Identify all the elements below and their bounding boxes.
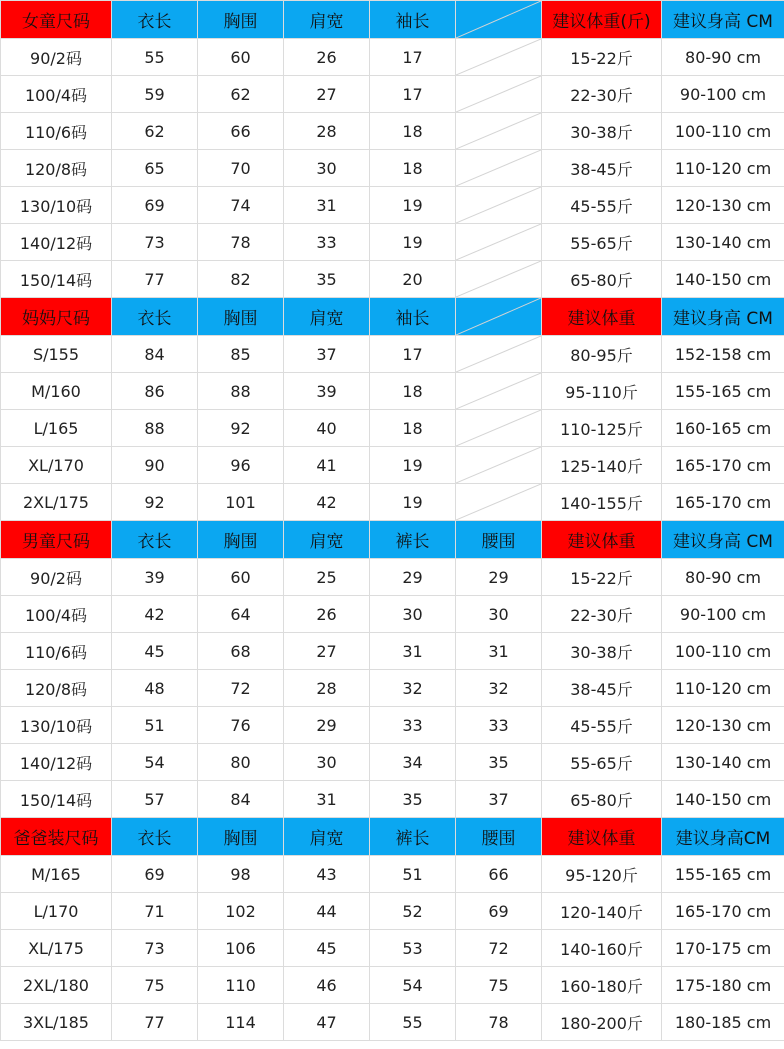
table-cell: 140-155斤 [542, 484, 662, 521]
size-label-cell: 110/6码 [1, 633, 112, 670]
diagonal-slash-icon [456, 373, 541, 409]
table-cell: 43 [284, 856, 370, 893]
table-row [1, 261, 784, 298]
empty-cell [456, 150, 542, 187]
table-row [1, 596, 784, 633]
table-cell: 31 [456, 633, 542, 670]
table-cell: 75 [112, 967, 198, 1004]
table-row [1, 39, 784, 76]
column-header: 衣长 [112, 818, 198, 856]
table-cell: 75 [456, 967, 542, 1004]
table-cell: 27 [284, 76, 370, 113]
empty-cell [456, 410, 542, 447]
table-cell: 170-175 cm [662, 930, 784, 967]
header-empty-cell [456, 298, 542, 336]
table-cell: 57 [112, 781, 198, 818]
table-cell: 33 [284, 224, 370, 261]
section-header-row [1, 298, 784, 336]
size-label-cell: 90/2码 [1, 39, 112, 76]
diagonal-slash-icon [456, 1, 541, 38]
table-cell: 62 [112, 113, 198, 150]
table-cell: 130-140 cm [662, 744, 784, 781]
table-cell: 18 [370, 113, 456, 150]
column-header: 衣长 [112, 298, 198, 336]
section-title: 爸爸装尺码 [1, 818, 112, 856]
table-cell: 165-170 cm [662, 484, 784, 521]
table-cell: 101 [198, 484, 284, 521]
size-label-cell: 90/2码 [1, 559, 112, 596]
table-cell: 25 [284, 559, 370, 596]
size-label-cell: L/170 [1, 893, 112, 930]
empty-cell [456, 113, 542, 150]
table-cell: 30-38斤 [542, 113, 662, 150]
column-header: 肩宽 [284, 521, 370, 559]
table-cell: 90-100 cm [662, 76, 784, 113]
diagonal-slash-icon [456, 298, 541, 335]
table-cell: 88 [198, 373, 284, 410]
table-row [1, 150, 784, 187]
table-cell: 35 [370, 781, 456, 818]
table-cell: 92 [112, 484, 198, 521]
table-row [1, 447, 784, 484]
column-header: 胸围 [198, 298, 284, 336]
column-header: 建议身高 CM [662, 521, 784, 559]
table-cell: 55-65斤 [542, 744, 662, 781]
diagonal-slash-icon [456, 113, 541, 149]
table-cell: 47 [284, 1004, 370, 1041]
table-row [1, 76, 784, 113]
table-cell: 55 [112, 39, 198, 76]
table-cell: 29 [284, 707, 370, 744]
table-cell: 51 [112, 707, 198, 744]
table-cell: 70 [198, 150, 284, 187]
table-cell: 74 [198, 187, 284, 224]
table-cell: 66 [456, 856, 542, 893]
section-header-row [1, 818, 784, 856]
table-cell: 71 [112, 893, 198, 930]
table-cell: 19 [370, 447, 456, 484]
table-cell: 84 [112, 336, 198, 373]
table-cell: 59 [112, 76, 198, 113]
column-header: 胸围 [198, 818, 284, 856]
column-header: 衣长 [112, 1, 198, 39]
empty-cell [456, 447, 542, 484]
table-cell: 15-22斤 [542, 39, 662, 76]
table-cell: 140-150 cm [662, 781, 784, 818]
empty-cell [456, 373, 542, 410]
table-cell: 90 [112, 447, 198, 484]
table-cell: 80-90 cm [662, 39, 784, 76]
size-label-cell: 3XL/185 [1, 1004, 112, 1041]
table-cell: 30 [370, 596, 456, 633]
table-cell: 110 [198, 967, 284, 1004]
table-row [1, 224, 784, 261]
table-cell: 69 [112, 856, 198, 893]
size-label-cell: 150/14码 [1, 261, 112, 298]
table-cell: 66 [198, 113, 284, 150]
table-cell: 140-160斤 [542, 930, 662, 967]
table-row [1, 633, 784, 670]
table-cell: 73 [112, 224, 198, 261]
table-cell: 82 [198, 261, 284, 298]
table-cell: 120-130 cm [662, 707, 784, 744]
table-cell: 37 [456, 781, 542, 818]
table-cell: 18 [370, 373, 456, 410]
table-cell: 33 [456, 707, 542, 744]
section-header-row [1, 521, 784, 559]
size-label-cell: 130/10码 [1, 187, 112, 224]
table-cell: 155-165 cm [662, 856, 784, 893]
table-cell: 17 [370, 336, 456, 373]
empty-cell [456, 484, 542, 521]
column-header: 腰围 [456, 521, 542, 559]
table-cell: 28 [284, 113, 370, 150]
size-label-cell: 130/10码 [1, 707, 112, 744]
table-cell: 31 [370, 633, 456, 670]
table-row [1, 930, 784, 967]
table-cell: 39 [112, 559, 198, 596]
table-cell: 78 [198, 224, 284, 261]
table-cell: 140-150 cm [662, 261, 784, 298]
table-cell: 84 [198, 781, 284, 818]
size-label-cell: L/165 [1, 410, 112, 447]
table-cell: 33 [370, 707, 456, 744]
table-cell: 27 [284, 633, 370, 670]
table-cell: 19 [370, 187, 456, 224]
table-cell: 35 [284, 261, 370, 298]
table-cell: 160-180斤 [542, 967, 662, 1004]
table-cell: 22-30斤 [542, 76, 662, 113]
empty-cell [456, 224, 542, 261]
table-cell: 88 [112, 410, 198, 447]
table-cell: 31 [284, 781, 370, 818]
table-cell: 46 [284, 967, 370, 1004]
diagonal-slash-icon [456, 261, 541, 297]
diagonal-slash-icon [456, 336, 541, 372]
table-cell: 53 [370, 930, 456, 967]
table-cell: 45-55斤 [542, 187, 662, 224]
table-cell: 15-22斤 [542, 559, 662, 596]
column-header: 衣长 [112, 521, 198, 559]
table-cell: 110-120 cm [662, 670, 784, 707]
column-header: 肩宽 [284, 818, 370, 856]
table-row [1, 1004, 784, 1041]
table-row [1, 781, 784, 818]
table-row [1, 967, 784, 1004]
size-label-cell: XL/170 [1, 447, 112, 484]
table-cell: 64 [198, 596, 284, 633]
table-cell: 54 [370, 967, 456, 1004]
table-cell: 18 [370, 150, 456, 187]
table-cell: 35 [456, 744, 542, 781]
table-cell: 42 [284, 484, 370, 521]
table-cell: 62 [198, 76, 284, 113]
table-row [1, 707, 784, 744]
table-cell: 29 [456, 559, 542, 596]
table-cell: 37 [284, 336, 370, 373]
diagonal-slash-icon [456, 410, 541, 446]
size-label-cell: XL/175 [1, 930, 112, 967]
table-cell: 120-140斤 [542, 893, 662, 930]
table-cell: 38-45斤 [542, 670, 662, 707]
size-label-cell: 140/12码 [1, 744, 112, 781]
table-cell: 29 [370, 559, 456, 596]
table-cell: 41 [284, 447, 370, 484]
table-cell: 54 [112, 744, 198, 781]
table-cell: 45-55斤 [542, 707, 662, 744]
column-header: 建议体重 [542, 521, 662, 559]
diagonal-slash-icon [456, 76, 541, 112]
table-cell: 30 [284, 744, 370, 781]
table-cell: 65 [112, 150, 198, 187]
table-row [1, 373, 784, 410]
table-cell: 100-110 cm [662, 113, 784, 150]
table-cell: 165-170 cm [662, 447, 784, 484]
column-header: 建议身高 CM [662, 1, 784, 39]
size-label-cell: 100/4码 [1, 76, 112, 113]
table-cell: 22-30斤 [542, 596, 662, 633]
table-cell: 17 [370, 39, 456, 76]
empty-cell [456, 187, 542, 224]
table-row [1, 856, 784, 893]
size-label-cell: 110/6码 [1, 113, 112, 150]
table-cell: 90-100 cm [662, 596, 784, 633]
table-cell: 92 [198, 410, 284, 447]
diagonal-slash-icon [456, 187, 541, 223]
size-label-cell: M/160 [1, 373, 112, 410]
table-cell: 34 [370, 744, 456, 781]
size-label-cell: 120/8码 [1, 670, 112, 707]
size-label-cell: M/165 [1, 856, 112, 893]
table-row [1, 484, 784, 521]
table-cell: 155-165 cm [662, 373, 784, 410]
table-cell: 65-80斤 [542, 781, 662, 818]
table-cell: 40 [284, 410, 370, 447]
table-cell: 130-140 cm [662, 224, 784, 261]
table-cell: 76 [198, 707, 284, 744]
section-title: 妈妈尺码 [1, 298, 112, 336]
table-cell: 55 [370, 1004, 456, 1041]
table-cell: 152-158 cm [662, 336, 784, 373]
table-cell: 110-125斤 [542, 410, 662, 447]
table-cell: 52 [370, 893, 456, 930]
column-header: 建议体重 [542, 298, 662, 336]
table-row [1, 670, 784, 707]
table-cell: 114 [198, 1004, 284, 1041]
size-label-cell: 2XL/175 [1, 484, 112, 521]
table-cell: 30 [456, 596, 542, 633]
table-cell: 30 [284, 150, 370, 187]
table-cell: 38-45斤 [542, 150, 662, 187]
empty-cell [456, 261, 542, 298]
column-header: 肩宽 [284, 1, 370, 39]
table-cell: 95-120斤 [542, 856, 662, 893]
size-label-cell: 2XL/180 [1, 967, 112, 1004]
size-label-cell: 150/14码 [1, 781, 112, 818]
table-cell: 77 [112, 261, 198, 298]
table-cell: 98 [198, 856, 284, 893]
column-header: 建议身高 CM [662, 298, 784, 336]
size-label-cell: 120/8码 [1, 150, 112, 187]
diagonal-slash-icon [456, 150, 541, 186]
table-cell: 17 [370, 76, 456, 113]
size-label-cell: S/155 [1, 336, 112, 373]
column-header: 胸围 [198, 521, 284, 559]
table-cell: 96 [198, 447, 284, 484]
table-cell: 102 [198, 893, 284, 930]
column-header: 腰围 [456, 818, 542, 856]
table-cell: 165-170 cm [662, 893, 784, 930]
table-cell: 110-120 cm [662, 150, 784, 187]
table-row [1, 410, 784, 447]
table-cell: 60 [198, 39, 284, 76]
column-header: 建议身高CM [662, 818, 784, 856]
table-cell: 51 [370, 856, 456, 893]
column-header: 裤长 [370, 818, 456, 856]
section-title: 女童尺码 [1, 1, 112, 39]
table-cell: 78 [456, 1004, 542, 1041]
table-cell: 26 [284, 596, 370, 633]
table-cell: 48 [112, 670, 198, 707]
column-header: 胸围 [198, 1, 284, 39]
empty-cell [456, 39, 542, 76]
diagonal-slash-icon [456, 39, 541, 75]
table-cell: 120-130 cm [662, 187, 784, 224]
table-cell: 180-200斤 [542, 1004, 662, 1041]
size-label-cell: 100/4码 [1, 596, 112, 633]
table-row [1, 559, 784, 596]
section-header-row [1, 1, 784, 39]
table-cell: 44 [284, 893, 370, 930]
column-header: 肩宽 [284, 298, 370, 336]
column-header: 建议体重 [542, 818, 662, 856]
table-row [1, 893, 784, 930]
diagonal-slash-icon [456, 224, 541, 260]
table-cell: 100-110 cm [662, 633, 784, 670]
size-chart-body [1, 1, 784, 1041]
empty-cell [456, 76, 542, 113]
table-cell: 19 [370, 224, 456, 261]
table-cell: 80-95斤 [542, 336, 662, 373]
header-empty-cell [456, 1, 542, 39]
table-row [1, 336, 784, 373]
table-cell: 80 [198, 744, 284, 781]
size-label-cell: 140/12码 [1, 224, 112, 261]
table-cell: 32 [456, 670, 542, 707]
table-cell: 72 [456, 930, 542, 967]
table-cell: 55-65斤 [542, 224, 662, 261]
table-cell: 19 [370, 484, 456, 521]
section-title: 男童尺码 [1, 521, 112, 559]
diagonal-slash-icon [456, 447, 541, 483]
table-row [1, 113, 784, 150]
table-cell: 180-185 cm [662, 1004, 784, 1041]
table-cell: 80-90 cm [662, 559, 784, 596]
diagonal-slash-icon [456, 484, 541, 520]
table-cell: 95-110斤 [542, 373, 662, 410]
table-cell: 72 [198, 670, 284, 707]
table-cell: 26 [284, 39, 370, 76]
table-cell: 69 [456, 893, 542, 930]
table-cell: 125-140斤 [542, 447, 662, 484]
table-cell: 73 [112, 930, 198, 967]
table-cell: 68 [198, 633, 284, 670]
table-cell: 28 [284, 670, 370, 707]
table-cell: 31 [284, 187, 370, 224]
table-cell: 106 [198, 930, 284, 967]
column-header: 袖长 [370, 298, 456, 336]
table-cell: 85 [198, 336, 284, 373]
table-cell: 30-38斤 [542, 633, 662, 670]
table-cell: 20 [370, 261, 456, 298]
empty-cell [456, 336, 542, 373]
column-header: 裤长 [370, 521, 456, 559]
table-cell: 175-180 cm [662, 967, 784, 1004]
table-cell: 42 [112, 596, 198, 633]
table-cell: 160-165 cm [662, 410, 784, 447]
table-row [1, 744, 784, 781]
table-cell: 77 [112, 1004, 198, 1041]
table-row [1, 187, 784, 224]
table-cell: 86 [112, 373, 198, 410]
column-header: 建议体重(斤) [542, 1, 662, 39]
table-cell: 45 [112, 633, 198, 670]
column-header: 袖长 [370, 1, 456, 39]
table-cell: 45 [284, 930, 370, 967]
table-cell: 60 [198, 559, 284, 596]
table-cell: 69 [112, 187, 198, 224]
table-cell: 18 [370, 410, 456, 447]
table-cell: 65-80斤 [542, 261, 662, 298]
table-cell: 32 [370, 670, 456, 707]
table-cell: 39 [284, 373, 370, 410]
